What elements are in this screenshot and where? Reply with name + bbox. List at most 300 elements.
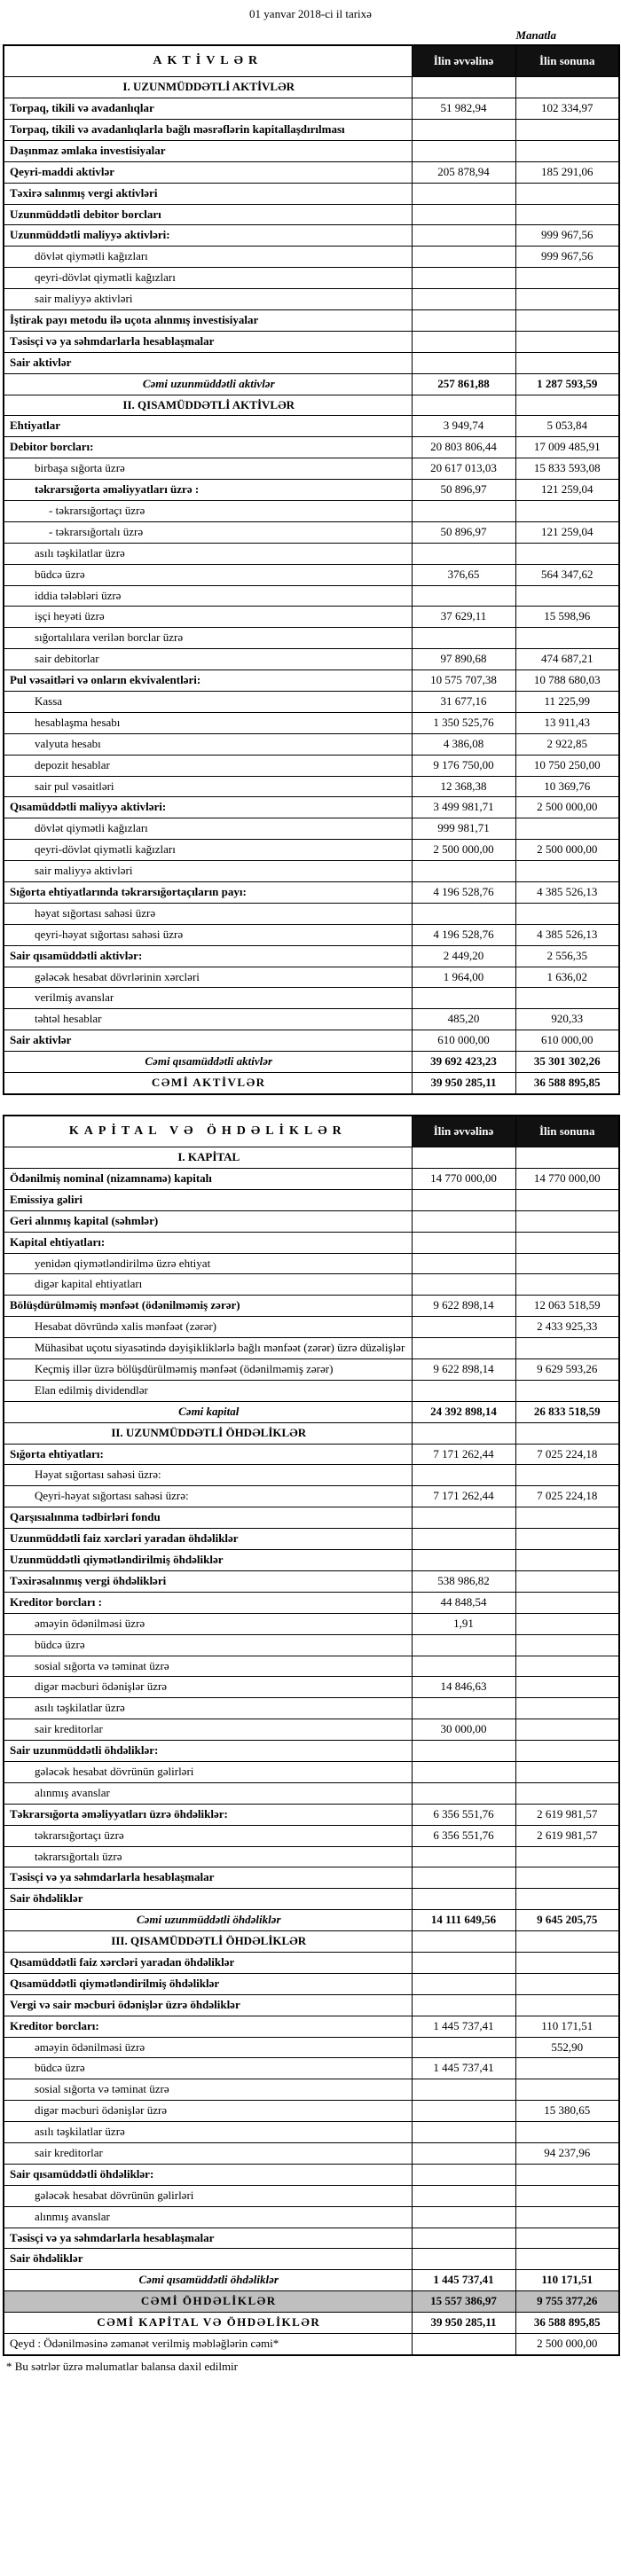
row-label: Təkrarsığorta əməliyyatları üzrə öhdəliklər: [4,1804,412,1825]
row-label: Bölüşdürülməmiş mənfəət (ödənilməmiş zərər) [4,1296,412,1317]
value-closing [515,1253,619,1274]
value-opening [412,352,515,373]
value-opening [412,1698,515,1719]
value-opening [412,289,515,310]
value-opening: 1 445 737,41 [412,2058,515,2079]
value-closing: 15 598,96 [515,607,619,628]
row-label: Ödənilmiş nominal (nizamnamə) kapitalı [4,1169,412,1190]
value-opening: 2 449,20 [412,945,515,967]
row-label: iddia tələbləri üzrə [4,585,412,607]
value-closing: 9 755 377,26 [515,2291,619,2313]
row-label: Təsisçi və ya səhmdarlarla hesablaşmalar [4,331,412,352]
value-closing: 1 287 593,59 [515,373,619,395]
value-opening: 9 622 898,14 [412,1296,515,1317]
table-row [4,1825,619,1846]
row-label: CƏMİ ÖHDƏLİKLƏR [4,2291,412,2313]
table-row [4,2185,619,2206]
value-opening [412,1147,515,1169]
value-closing: 10 750 250,00 [515,755,619,776]
value-opening [412,2185,515,2206]
value-closing: 17 009 485,91 [515,437,619,458]
value-closing [515,1232,619,1253]
row-label: I. KAPİTAL [4,1147,412,1169]
value-closing [515,2122,619,2143]
row-label: əməyin ödənilməsi üzrə [4,2037,412,2058]
value-closing [515,1338,619,1359]
table-row [4,1846,619,1867]
value-closing [515,1380,619,1401]
row-label: valyuta hesabı [4,733,412,755]
table-row [4,670,619,692]
table-row [4,2016,619,2037]
table-row [4,1570,619,1592]
value-closing: 2 500 000,00 [515,797,619,818]
value-closing: 552,90 [515,2037,619,2058]
row-label: İştirak payı metodu ilə uçota alınmış investisiyalar [4,309,412,331]
value-closing [515,119,619,140]
row-label: sair pul vəsaitləri [4,776,412,797]
value-closing [515,2164,619,2185]
table-row [4,1422,619,1444]
row-label: sosial sığorta və təminat üzrə [4,2079,412,2101]
value-opening: 9 622 898,14 [412,1359,515,1381]
value-opening [412,988,515,1009]
row-label: həyat sığortası sahəsi üzrə [4,903,412,924]
value-closing [515,1867,619,1889]
table-row [4,692,619,713]
value-opening [412,309,515,331]
table-row [4,882,619,904]
row-label: qeyri-dövlət qiymətli kağızları [4,840,412,861]
value-opening [412,1656,515,1677]
value-opening: 999 981,71 [412,818,515,840]
row-label: Pul vəsaitləri və onların ekvivalentləri: [4,670,412,692]
row-label: Mühasibat uçotu siyasətində dəyişikliklərlə bağlı mənfəət (zərər) üzrə düzəlişlər [4,1338,412,1359]
table-row [4,1952,619,1973]
table-row [4,1359,619,1381]
table-row [4,289,619,310]
value-closing [515,628,619,649]
value-opening: 2 500 000,00 [412,840,515,861]
table-row [4,2291,619,2313]
table-row [4,2101,619,2122]
value-opening [412,1253,515,1274]
value-opening: 20 803 806,44 [412,437,515,458]
value-closing: 15 833 593,08 [515,458,619,480]
value-opening [412,140,515,161]
value-opening [412,2142,515,2164]
value-closing: 7 025 224,18 [515,1486,619,1507]
table-row [4,437,619,458]
table-row [4,521,619,543]
value-opening: 39 950 285,11 [412,1073,515,1094]
table-row [4,1317,619,1338]
row-label: Kreditor borcları: [4,2016,412,2037]
value-closing [515,268,619,289]
row-label: Təxirə salınmış vergi aktivləri [4,183,412,204]
equity-liabilities-table-header-row [4,1116,619,1147]
row-label: digər kapital ehtiyatları [4,1274,412,1296]
value-closing [515,1592,619,1613]
value-closing [515,1422,619,1444]
value-opening: 376,65 [412,564,515,585]
row-label: - təkrarsığortaçı üzrə [4,501,412,522]
table-row [4,2249,619,2270]
value-closing: 110 171,51 [515,2016,619,2037]
row-label: büdcə üzrə [4,2058,412,2079]
value-opening [412,1380,515,1401]
table-row [4,247,619,268]
table-row [4,755,619,776]
table-row [4,1486,619,1507]
table-row [4,797,619,818]
table-row [4,1507,619,1529]
row-label: əməyin ödənilməsi üzrə [4,1613,412,1634]
row-label: alınmış avanslar [4,2206,412,2228]
value-opening: 39 950 285,11 [412,2313,515,2334]
table-row [4,2334,619,2355]
value-opening [412,204,515,225]
table-row [4,331,619,352]
row-label: işçi heyəti üzrə [4,607,412,628]
table-row [4,776,619,797]
row-label: Kreditor borcları : [4,1592,412,1613]
value-opening: 39 692 423,23 [412,1052,515,1073]
value-opening [412,1741,515,1762]
value-closing [515,2249,619,2270]
table-row [4,2037,619,2058]
value-closing: 36 588 895,85 [515,1073,619,1094]
value-closing [515,1147,619,1169]
value-opening: 1 350 525,76 [412,712,515,733]
value-opening: 37 629,11 [412,607,515,628]
value-opening [412,1931,515,1953]
value-opening [412,2101,515,2122]
balance-footnote: * Bu sətrlər üzrə məlumatlar balansa daxil edilmir [6,2359,238,2373]
value-closing: 15 380,65 [515,2101,619,2122]
value-opening [412,1317,515,1338]
table-row [4,1444,619,1465]
row-label: Vergi və sair məcburi ödənişlər üzrə öhdəliklər [4,1994,412,2016]
row-label: Həyat sığortası sahəsi üzrə: [4,1465,412,1486]
row-label: birbaşa sığorta üzrə [4,458,412,480]
row-label: Sair uzunmüddətli öhdəliklər: [4,1741,412,1762]
value-closing: 10 788 680,03 [515,670,619,692]
row-label: digər məcburi ödənişlər üzrə [4,2101,412,2122]
value-closing [515,289,619,310]
value-closing: 1 636,02 [515,967,619,988]
value-closing [515,1189,619,1210]
row-label: Sair öhdəliklər [4,2249,412,2270]
value-opening [412,2334,515,2355]
table-row [4,1973,619,1994]
row-label: Sair qısamüddətli öhdəliklər: [4,2164,412,2185]
value-closing: 2 619 981,57 [515,1804,619,1825]
row-label: - təkrarsığortalı üzrə [4,521,412,543]
value-opening: 6 356 551,76 [412,1804,515,1825]
value-opening [412,1189,515,1210]
value-opening [412,1889,515,1910]
row-label: sair maliyyə aktivləri [4,289,412,310]
value-opening: 1,91 [412,1613,515,1634]
value-closing [515,1973,619,1994]
value-opening [412,1782,515,1804]
value-closing: 2 500 000,00 [515,840,619,861]
value-closing [515,331,619,352]
value-opening: 30 000,00 [412,1719,515,1741]
row-label: qeyri-dövlət qiymətli kağızları [4,268,412,289]
assets-table [3,44,620,1095]
row-label: Ehtiyatlar [4,416,412,437]
value-closing: 11 225,99 [515,692,619,713]
value-opening [412,2037,515,2058]
value-opening: 9 176 750,00 [412,755,515,776]
value-opening [412,183,515,204]
value-opening [412,903,515,924]
value-opening [412,1994,515,2016]
value-opening: 20 617 013,03 [412,458,515,480]
row-label: II. UZUNMÜDDƏTLİ ÖHDƏLİKLƏR [4,1422,412,1444]
table-row [4,543,619,564]
row-label: təkrarsığortaçı üzrə [4,1825,412,1846]
value-opening: 6 356 551,76 [412,1825,515,1846]
table-row [4,818,619,840]
value-opening [412,1867,515,1889]
value-opening: 7 171 262,44 [412,1444,515,1465]
value-opening: 3 949,74 [412,416,515,437]
value-opening: 4 386,08 [412,733,515,755]
row-label: Sair aktivlər [4,352,412,373]
value-opening [412,2122,515,2143]
value-closing [515,1210,619,1232]
table-row [4,861,619,882]
table-row [4,1147,619,1169]
table-row [4,458,619,480]
value-closing: 920,33 [515,1009,619,1030]
table-title-cell: AKTİVLƏR [4,45,412,77]
value-opening [412,2249,515,2270]
value-opening [412,1529,515,1550]
value-opening [412,2206,515,2228]
row-label: Cəmi qısamüddətli öhdəliklər [4,2270,412,2291]
table-row [4,140,619,161]
table-row [4,1698,619,1719]
table-row [4,2164,619,2185]
value-closing [515,861,619,882]
value-opening [412,1761,515,1782]
value-closing: 2 433 925,33 [515,1317,619,1338]
table-row [4,1550,619,1571]
value-opening [412,77,515,98]
row-label: Uzunmüddətli debitor borcları [4,204,412,225]
value-closing [515,395,619,416]
row-label: Qısamüddətli maliyyə aktivləri: [4,797,412,818]
table-row [4,1380,619,1401]
row-label: dövlət qiymətli kağızları [4,247,412,268]
value-closing [515,1507,619,1529]
value-closing: 2 556,35 [515,945,619,967]
value-closing: 4 385 526,13 [515,924,619,945]
value-opening: 1 445 737,41 [412,2016,515,2037]
table-row [4,1782,619,1804]
value-closing: 14 770 000,00 [515,1169,619,1190]
value-closing [515,352,619,373]
value-closing: 121 259,04 [515,480,619,501]
value-opening [412,1846,515,1867]
row-label: gələcək hesabat dövrünün gəlirləri [4,1761,412,1782]
value-closing [515,1274,619,1296]
value-closing [515,585,619,607]
value-closing [515,1529,619,1550]
value-closing [515,1550,619,1571]
value-opening [412,1550,515,1571]
value-closing: 9 645 205,75 [515,1910,619,1931]
table-row [4,1741,619,1762]
value-closing [515,204,619,225]
value-opening [412,268,515,289]
row-label: Geri alınmış kapital (səhmlər) [4,1210,412,1232]
value-closing [515,1846,619,1867]
value-opening [412,2228,515,2249]
table-row [4,77,619,98]
value-opening [412,1422,515,1444]
value-opening: 3 499 981,71 [412,797,515,818]
table-row [4,585,619,607]
value-closing: 102 334,97 [515,98,619,120]
value-closing: 999 967,56 [515,225,619,247]
value-opening [412,1973,515,1994]
table-row [4,2079,619,2101]
row-label: Cəmi uzunmüddətli öhdəliklər [4,1910,412,1931]
value-opening: 97 890,68 [412,649,515,670]
row-label: Təxirəsalınmış vergi öhdəlikləri [4,1570,412,1592]
column-header-opening: İlin əvvəlinə [412,45,515,77]
row-label: Təsisçi və ya səhmdarlarla hesablaşmalar [4,2228,412,2249]
table-row [4,1677,619,1698]
table-row [4,607,619,628]
row-label: dövlət qiymətli kağızları [4,818,412,840]
row-label: Uzunmüddətli maliyyə aktivləri: [4,225,412,247]
value-closing [515,140,619,161]
row-label: yenidən qiymətləndirilmə üzrə ehtiyat [4,1253,412,1274]
value-opening: 1 964,00 [412,967,515,988]
table-row [4,945,619,967]
value-opening [412,247,515,268]
row-label: Kapital ehtiyatları: [4,1232,412,1253]
tables-region [3,44,618,2356]
value-closing [515,1889,619,1910]
value-closing [515,1741,619,1762]
row-label: sığortalılara verilən borclar üzrə [4,628,412,649]
value-closing [515,818,619,840]
value-opening: 31 677,16 [412,692,515,713]
value-opening [412,501,515,522]
value-opening [412,628,515,649]
value-closing: 121 259,04 [515,521,619,543]
value-closing [515,1761,619,1782]
row-label: gələcək hesabat dövrlərinin xərcləri [4,967,412,988]
row-label: III. QISAMÜDDƏTLİ ÖHDƏLİKLƏR [4,1931,412,1953]
value-closing: 36 588 895,85 [515,2313,619,2334]
value-closing: 185 291,06 [515,161,619,183]
value-opening: 4 196 528,76 [412,924,515,945]
value-opening [412,2079,515,2101]
value-closing [515,2185,619,2206]
value-closing: 2 500 000,00 [515,2334,619,2355]
value-closing: 999 967,56 [515,247,619,268]
row-label: Emissiya gəliri [4,1189,412,1210]
row-label: Uzunmüddətli faiz xərcləri yaradan öhdəliklər [4,1529,412,1550]
row-label: Qısamüddətli faiz xərcləri yaradan öhdəliklər [4,1952,412,1973]
value-closing [515,1634,619,1656]
row-label: Keçmiş illər üzrə bölüşdürülməmiş mənfəət (ödənilməmiş zərər) [4,1359,412,1381]
table-row [4,373,619,395]
row-label: Hesabat dövründə xalis mənfəət (zərər) [4,1317,412,1338]
row-label: gələcək hesabat dövrünün gəlirləri [4,2185,412,2206]
value-closing: 5 053,84 [515,416,619,437]
table-row [4,395,619,416]
row-label: təkrarsığortalı üzrə [4,1846,412,1867]
value-opening [412,1210,515,1232]
table-row [4,564,619,585]
table-row [4,1465,619,1486]
row-label: Debitor borcları: [4,437,412,458]
value-opening: 257 861,88 [412,373,515,395]
table-row [4,2206,619,2228]
value-closing: 7 025 224,18 [515,1444,619,1465]
value-closing [515,1931,619,1953]
value-opening: 24 392 898,14 [412,1401,515,1422]
row-label: asılı təşkilatlar üzrə [4,2122,412,2143]
table-row [4,501,619,522]
currency-note: Manatla [515,28,556,42]
table-row [4,840,619,861]
value-closing: 2 922,85 [515,733,619,755]
value-opening [412,1507,515,1529]
report-date-title: 01 yanvar 2018-ci il tarixə [249,7,372,20]
value-closing [515,2206,619,2228]
value-opening [412,861,515,882]
table-row [4,988,619,1009]
table-row [4,1030,619,1052]
table-row [4,2122,619,2143]
value-closing: 94 237,96 [515,2142,619,2164]
value-opening [412,543,515,564]
value-closing: 2 619 981,57 [515,1825,619,1846]
table-row [4,733,619,755]
row-label: alınmış avanslar [4,1782,412,1804]
value-opening: 14 770 000,00 [412,1169,515,1190]
row-label: Sair qısamüddətli aktivlər: [4,945,412,967]
value-closing [515,1677,619,1698]
value-closing [515,183,619,204]
value-closing [515,309,619,331]
table-row [4,416,619,437]
row-label: Sığorta ehtiyatlarında təkrarsığortaçıların payı: [4,882,412,904]
table-row [4,1656,619,1677]
row-label: sair maliyyə aktivləri [4,861,412,882]
value-closing [515,1952,619,1973]
value-closing: 10 369,76 [515,776,619,797]
table-row [4,204,619,225]
table-row [4,1761,619,1782]
value-closing [515,77,619,98]
value-closing [515,543,619,564]
column-header-closing: İlin sonuna [515,45,619,77]
row-label: Qeyri-maddi aktivlər [4,161,412,183]
table-row [4,1189,619,1210]
table-row [4,2313,619,2334]
